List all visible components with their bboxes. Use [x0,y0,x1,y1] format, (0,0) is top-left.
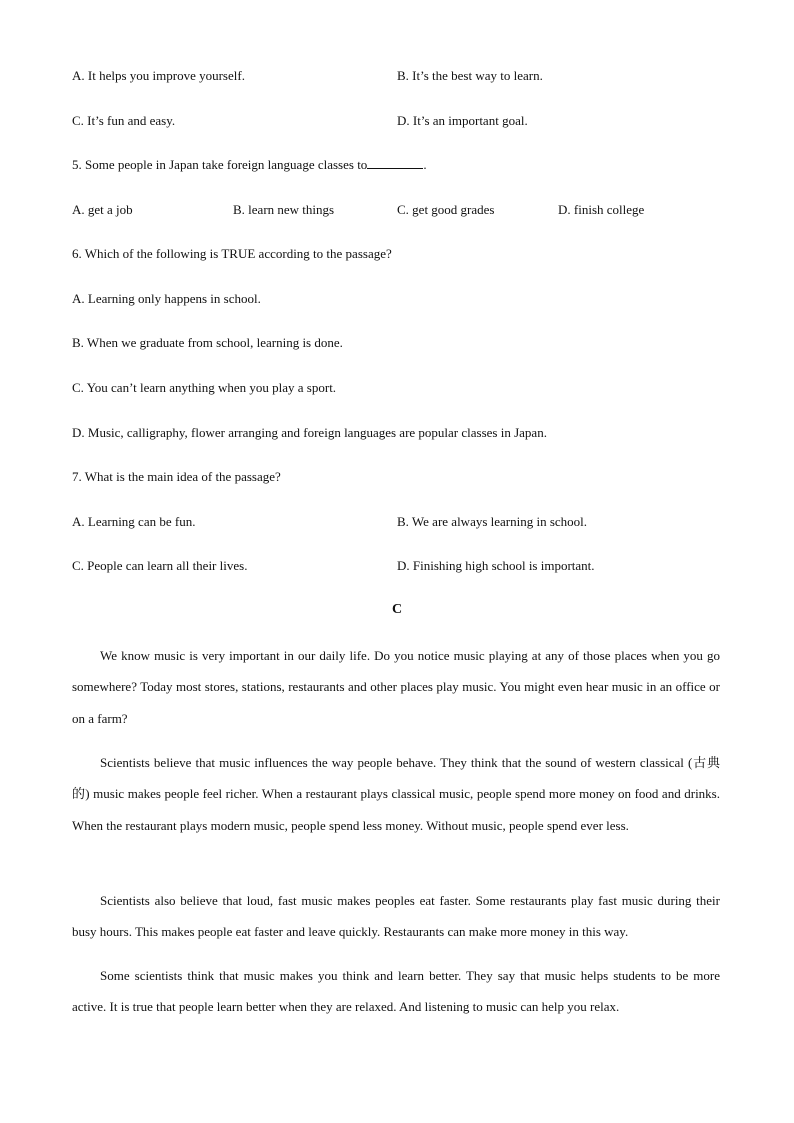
paragraph-2: Scientists believe that music influences the way people behave. They think that the sound of western classical (古典的) music makes people feel richer. When a restaurant plays classical music, people spend more money on food and drinks. When the restaurant plays modern music, people spend less money. Without music, people spend ever less. [72,755,720,833]
q4-option-c: C. It’s fun and easy. [72,113,176,128]
q4-option-b: B. It’s the best way to learn. [397,68,543,83]
q5-stem-line [72,157,427,173]
q7-stem: 7. What is the main idea of the passage? [72,469,281,484]
paragraph-3: Scientists also believe that loud, fast music makes peoples eat faster. Some restaurants play fast music during their busy hours. This makes people eat faster and leave quickly. Restaurants can make more money in this way. [72,893,720,940]
q5-option-c: C. get good grades [397,202,495,217]
q4-option-a: A. It helps you improve yourself. [72,68,245,83]
q7-option-d: D. Finishing high school is important. [397,558,595,573]
q5-option-a: A. get a job [72,202,133,217]
q7-option-a: A. Learning can be fun. [72,514,196,529]
q5-stem: 5. Some people in Japan take foreign language classes to [72,157,368,172]
q7-option-b: B. We are always learning in school. [397,514,588,529]
section-heading: C [391,602,403,617]
q6-stem: 6. Which of the following is TRUE according to the passage? [72,246,392,261]
q6-option-d: D. Music, calligraphy, flower arranging and foreign languages are popular classes in Japan. [72,425,547,440]
q6-option-b: B. When we graduate from school, learning is done. [72,335,343,350]
paragraph-4: Some scientists think that music makes you think and learn better. They say that music helps students to be more active. It is true that people learn better when they are relaxed. And listening to music can help you relax. [72,968,720,1015]
q6-option-c: C. You can’t learn anything when you play a sport. [72,380,337,395]
q5-option-d: D. finish college [558,202,645,217]
paragraph-1: We know music is very important in our daily life. Do you notice music playing at any of those places when you go somewhere? Today most stores, stations, restaurants and other places play music. You might even hear music in an office or on a farm? [72,648,720,726]
q7-option-c: C. People can learn all their lives. [72,558,248,573]
q6-option-a: A. Learning only happens in school. [72,291,261,306]
q5-stem-end: . [423,157,427,172]
q5-option-b: B. learn new things [233,202,335,217]
q4-option-d: D. It’s an important goal. [397,113,528,128]
q5-answer-blank [367,157,423,169]
